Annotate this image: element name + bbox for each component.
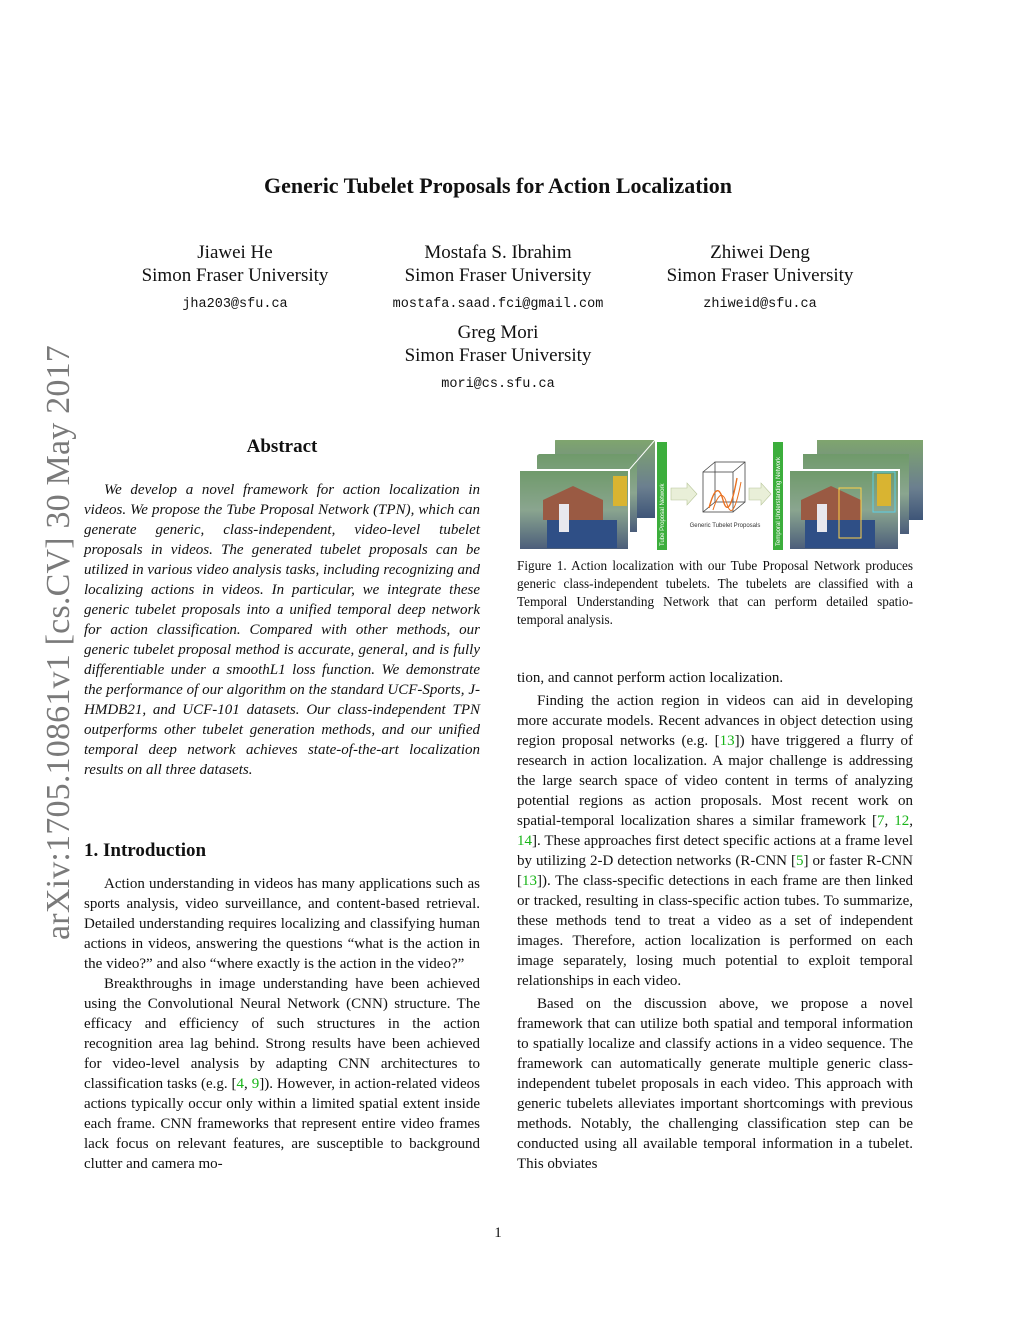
author-email[interactable]: mostafa.saad.fci@gmail.com bbox=[392, 297, 604, 312]
text-run: , bbox=[244, 1076, 252, 1092]
paper-title: Generic Tubelet Proposals for Action Localization bbox=[264, 173, 732, 198]
author-name: Zhiwei Deng bbox=[710, 242, 810, 263]
text-run: ] or faster R-CNN [ bbox=[517, 853, 913, 889]
generic-tubelet-label: Generic Tubelet Proposals bbox=[689, 523, 761, 529]
citation-link[interactable]: 12 bbox=[894, 813, 910, 829]
right-column-text bbox=[517, 668, 913, 1174]
author-block bbox=[388, 321, 608, 396]
intro-paragraph-1: Action understanding in videos has many applications such as sports analysis, video surveillance, and content-based retrieval. Detailed understanding requires localizing and classifying human actions in videos, answering the questions “what is the action in the video?” and also “where exactly is the action in the video?” bbox=[84, 876, 480, 972]
continued-paragraph: tion, and cannot perform action localization. bbox=[517, 670, 784, 686]
right-paragraph-3: Based on the discussion above, we propose a novel framework that can utilize both spatial and temporal information to spatially localize and classify actions in a video sequence. The framework can automatically generate multiple generic class-independent tubelet proposals in each video. This approach with generic tubelets alleviates important shortcomings with previous methods. Notably, the challenging classification step can be conducted using all available temporal information in a tubelet. This obviates bbox=[517, 996, 913, 1172]
citation-link[interactable]: 14 bbox=[517, 833, 532, 849]
arxiv-stamp: arXiv:1705.10861v1 [cs.CV] 30 May 2017 bbox=[40, 345, 77, 940]
figure-caption: Figure 1. Action localization with our Tube Proposal Network produces generic class-independent tubelets. The tubelets are classified with a Temporal Understanding Network that can perform detailed spatio-temporal analysis. bbox=[517, 558, 913, 627]
tun-label: Temporal Understanding Network bbox=[776, 456, 782, 546]
citation-link[interactable]: 5 bbox=[796, 853, 804, 869]
page-number: 1 bbox=[494, 1225, 502, 1241]
abstract-paragraph: We develop a novel framework for action localization in videos. We propose the Tube Proposal Network (TPN), which can generate generic, class-independent, video-level tubelet proposals in videos. The generated tubelet proposals can be utilized in various video analysis tasks, including recognizing and localizing actions in videos. In particular, we integrate these generic tubelet proposals into a unified temporal deep network for action classification. Compared with other methods, our generic tubelet proposal method is accurate, general, and is fully differentiable under a smoothL1 loss function. We demonstrate the performance of our algorithm on the standard UCF-Sports, J-HMDB21, and UCF-101 datasets. Our class-independent TPN outperforms other tubelet generation methods, and our unified temporal deep network achieves state-of-the-art localization results on all three datasets. bbox=[84, 482, 480, 778]
abstract-text bbox=[84, 480, 480, 780]
citation-link[interactable]: 13 bbox=[522, 873, 537, 889]
author-block bbox=[133, 241, 337, 316]
author-affiliation: Simon Fraser University bbox=[404, 345, 592, 366]
author-block bbox=[655, 241, 865, 316]
text-run: ]). The class-specific detections in each frame are then linked or tracked, resulting in class-specific action tubes. To summarize, these methods tend to treat a video as a set of independent images. Therefore, action localization is performed on each image separately, losing much potential to exploit temporal relationships in each video. bbox=[517, 873, 913, 989]
citation-link[interactable]: 9 bbox=[251, 1076, 260, 1092]
abstract-heading: Abstract bbox=[246, 436, 318, 457]
text-run: ]) have triggered a flurry of research in action localization. A major challenge is addressing the large search space of video content in terms of analyzing potential regions as action proposals. Most recent work on spatial-temporal localization shares a similar framework [ bbox=[517, 733, 913, 829]
right-paragraph-2: Finding the action region in videos can aid in developing more accurate models. Recent advances in object detection using region proposal networks (e.g. [13]) have triggered a flurry of research in action localization. A major challenge is addressing the large search space of video content in terms of analyzing potential regions as action proposals. Most recent work on spatial-temporal localization shares a similar framework [7, 12, 14]. These approaches first detect specific actions at a frame level by utilizing 2-D detection networks (R-CNN [5] or faster R-CNN [13]). The class-specific detections in each frame are then linked or tracked, resulting in class-specific action tubes. To summarize, these methods tend to treat a video as a set of independent images. Therefore, action localization is performed on each image separately, losing much potential to exploit temporal relationships in each video. bbox=[517, 693, 914, 989]
author-name: Greg Mori bbox=[457, 322, 539, 343]
intro-paragraph-2 bbox=[84, 974, 480, 1174]
text-run: Finding the action region in videos can aid in developing more accurate models. Recent advances in object detection using region proposal networks (e.g. [ bbox=[517, 693, 913, 749]
citation-link[interactable]: 13 bbox=[719, 733, 735, 749]
author-affiliation: Simon Fraser University bbox=[666, 265, 854, 286]
figure-1 bbox=[517, 438, 925, 553]
tpn-label: Tube Proposal Network bbox=[660, 483, 666, 546]
author-email[interactable]: mori@cs.sfu.ca bbox=[441, 377, 555, 392]
text-run: ]). However, in action-related videos actions typically occur only within a limited spatial extent inside each frame. CNN frameworks that represent entire video frames lack focus on relevant features, are susceptible to background clutter and camera mo- bbox=[84, 1076, 480, 1172]
intro-heading: 1. Introduction bbox=[84, 840, 207, 861]
intro-text bbox=[84, 874, 480, 1174]
author-name: Jiawei He bbox=[197, 242, 273, 263]
author-email[interactable]: jha203@sfu.ca bbox=[182, 297, 288, 312]
author-block bbox=[368, 241, 628, 316]
author-name: Mostafa S. Ibrahim bbox=[424, 242, 572, 263]
author-email[interactable]: zhiweid@sfu.ca bbox=[703, 297, 817, 312]
author-affiliation: Simon Fraser University bbox=[404, 265, 592, 286]
author-affiliation: Simon Fraser University bbox=[141, 265, 329, 286]
text-run: Breakthroughs in image understanding have been achieved using the Convolutional Neural Network (CNN) structure. The efficacy and efficiency of such structures in the action recognition area lag behind. Strong results have been achieved for video-level analysis by adapting CNN architectures to classification tasks (e.g. [ bbox=[84, 976, 480, 1092]
citation-link[interactable]: 4 bbox=[236, 1076, 245, 1092]
figure-illustration bbox=[517, 438, 925, 553]
text-run: ]. These approaches first detect specific actions at a frame level by utilizing 2-D detection networks (R-CNN [ bbox=[517, 833, 913, 869]
citation-link[interactable]: 7 bbox=[877, 813, 885, 829]
